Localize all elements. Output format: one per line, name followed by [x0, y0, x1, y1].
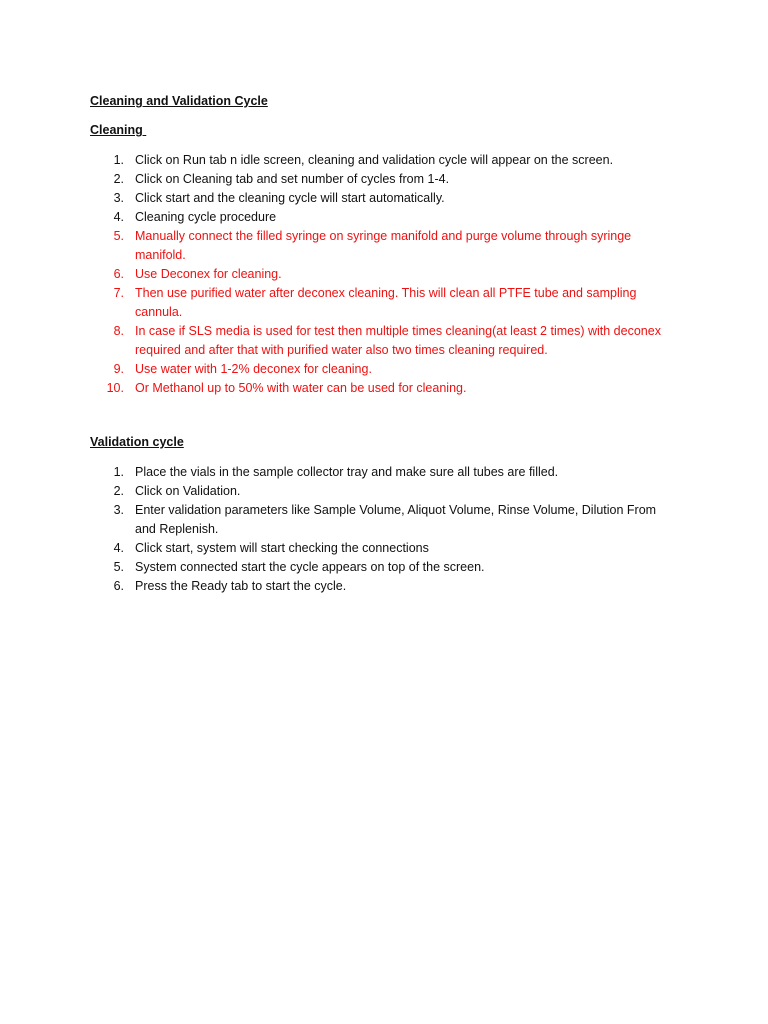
step-number: 10. [106, 381, 124, 395]
step-text: Then use purified water after deconex cleaning. This will clean all PTFE tube and sampling cannula. [135, 286, 637, 319]
step-number: 2. [113, 172, 124, 186]
step-text: Manually connect the filled syringe on syringe manifold and purge volume through syringe manifold. [135, 229, 632, 262]
step-text: Click on Cleaning tab and set number of cycles from 1-4. [135, 172, 450, 186]
cleaning-step-5 [0, 227, 768, 265]
cleaning-step-4 [0, 208, 768, 227]
step-number: 6. [113, 579, 124, 593]
cleaning-step-8 [0, 322, 768, 360]
step-text: Cleaning cycle procedure [135, 210, 277, 224]
step-number: 9. [113, 362, 124, 376]
step-number: 1. [113, 153, 124, 167]
step-text: Click start, system will start checking the connections [135, 541, 429, 555]
step-number: 6. [113, 267, 124, 281]
step-text: Click start and the cleaning cycle will start automatically. [135, 191, 445, 205]
cleaning-step-10 [0, 379, 768, 398]
step-text: Or Methanol up to 50% with water can be used for cleaning. [135, 381, 467, 395]
cleaning-step-3 [0, 189, 768, 208]
cleaning-section-heading: Cleaning [90, 123, 147, 137]
step-text: Press the Ready tab to start the cycle. [135, 579, 347, 593]
step-text: System connected start the cycle appears on top of the screen. [135, 560, 485, 574]
cleaning-steps-list [0, 151, 768, 398]
step-number: 8. [113, 324, 124, 338]
step-number: 4. [113, 210, 124, 224]
validation-step-5 [0, 558, 768, 577]
document-title: Cleaning and Validation Cycle [90, 94, 268, 108]
step-number: 7. [113, 286, 124, 300]
step-text: In case if SLS media is used for test then multiple times cleaning(at least 2 times) with deconex required and after that with purified water also two times cleaning required. [135, 324, 661, 357]
step-text: Enter validation parameters like Sample Volume, Aliquot Volume, Rinse Volume, Dilution From and Replenish. [135, 503, 657, 536]
validation-section-heading: Validation cycle [90, 435, 184, 449]
step-number: 4. [113, 541, 124, 555]
step-number: 1. [113, 465, 124, 479]
validation-step-1 [0, 463, 768, 482]
step-number: 3. [113, 191, 124, 205]
validation-step-3 [0, 501, 768, 539]
step-text: Click on Run tab n idle screen, cleaning and validation cycle will appear on the screen. [135, 153, 614, 167]
cleaning-step-6 [0, 265, 768, 284]
validation-steps-list [0, 463, 768, 596]
cleaning-step-9 [0, 360, 768, 379]
step-text: Use water with 1-2% deconex for cleaning. [135, 362, 372, 376]
step-number: 5. [113, 229, 124, 243]
step-text: Place the vials in the sample collector tray and make sure all tubes are filled. [135, 465, 559, 479]
step-number: 5. [113, 560, 124, 574]
step-text: Click on Validation. [135, 484, 241, 498]
validation-step-2 [0, 482, 768, 501]
step-text: Use Deconex for cleaning. [135, 267, 282, 281]
cleaning-step-7 [0, 284, 768, 322]
cleaning-step-1 [0, 151, 768, 170]
validation-step-4 [0, 539, 768, 558]
step-number: 3. [113, 503, 124, 517]
step-number: 2. [113, 484, 124, 498]
validation-step-6 [0, 577, 768, 596]
cleaning-step-2 [0, 170, 768, 189]
